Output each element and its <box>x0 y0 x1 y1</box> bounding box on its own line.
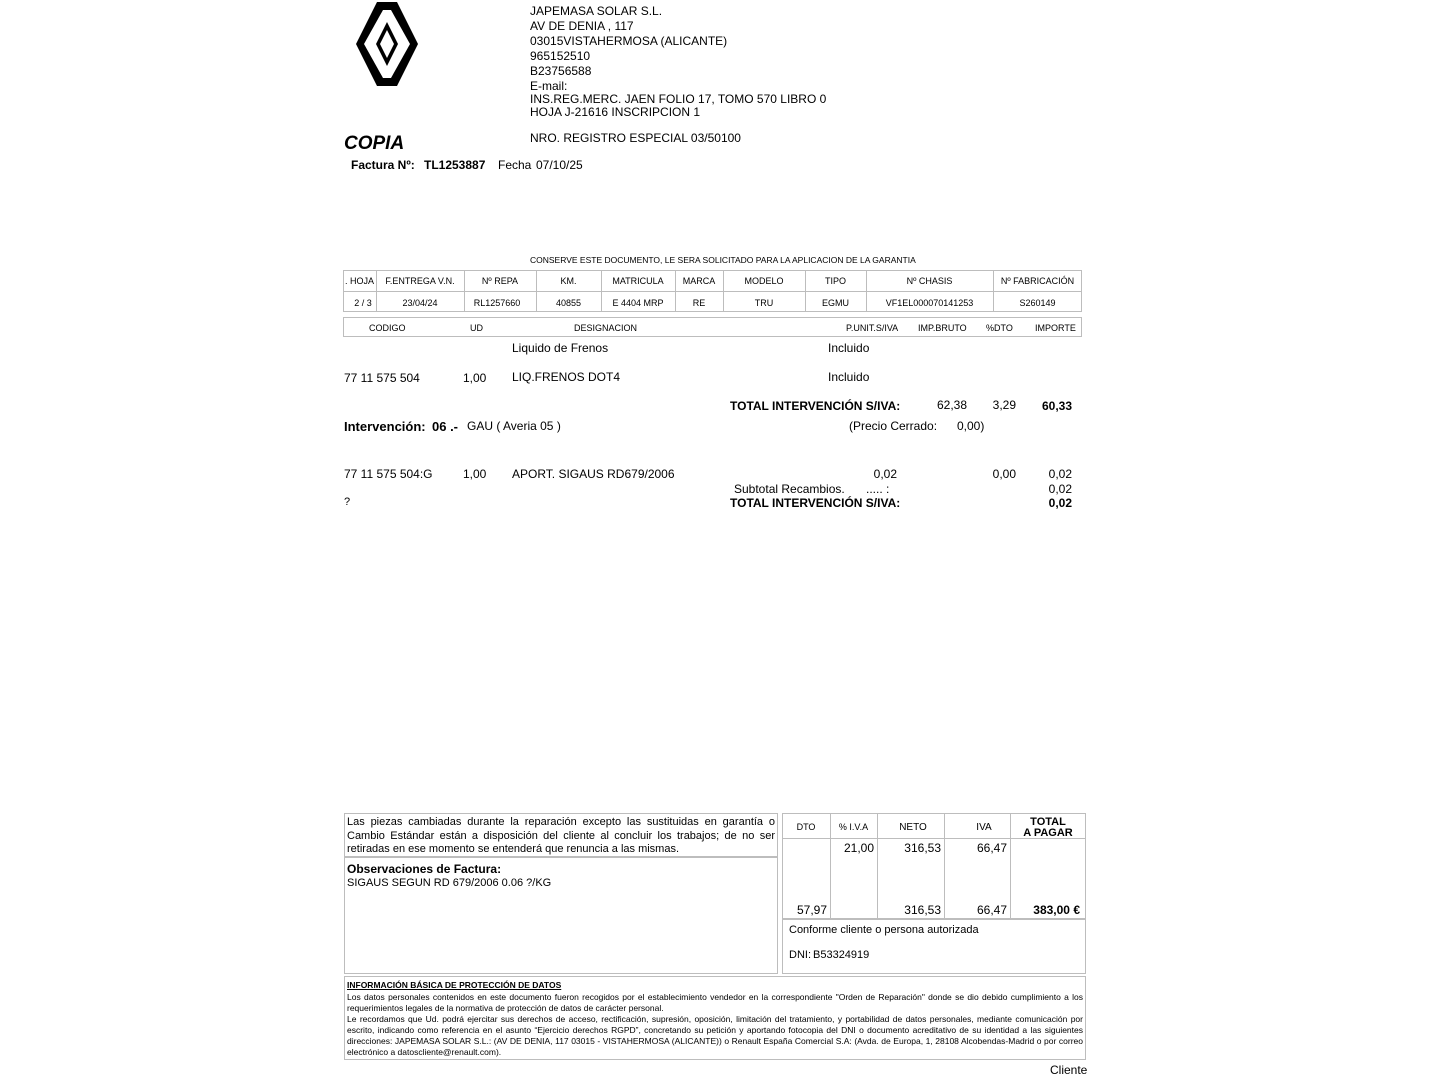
renault-logo-icon <box>354 2 420 86</box>
question-mark: ? <box>344 496 351 508</box>
col-codigo: CODIGO <box>369 323 406 333</box>
value-entrega: 23/04/24 <box>402 298 438 308</box>
header-tipo: TIPO <box>824 276 846 286</box>
privacy-text-1: Los datos personales contenidos en este documento fueron recogidos por el establecimiento vendedor en la correspondiente "Orden de Reparación" donde se dio debido cumplimiento a los requerimientos legales de la normativa de protección de datos de carácter personal. <box>347 992 1083 1013</box>
total-bruto: 62,38 <box>936 398 967 412</box>
header-chasis: Nº CHASIS <box>906 276 953 286</box>
invoice-number: TL1253887 <box>424 158 486 172</box>
header-modelo: MODELO <box>744 276 784 286</box>
header-hoja: . HOJA <box>344 276 374 286</box>
totals-header-neto: NETO <box>899 822 927 833</box>
line-punit: 0,02 <box>873 467 897 481</box>
subtotal-label: Subtotal Recambios. <box>734 482 845 496</box>
privacy-title: INFORMACIÓN BÁSICA DE PROTECCIÓN DE DATOS <box>347 980 562 990</box>
dni-label: DNI: <box>789 949 811 961</box>
parts-notice: Las piezas cambiadas durante la reparación excepto las sustituidas en garantía o Cambio Estándar están a disposición del cliente al concluir los trabajos; de no ser retiradas en ese momento se entenderá que renuncia a las mismas. <box>347 816 775 855</box>
value-modelo: TRU <box>754 298 774 308</box>
total-neto-value: 316,53 <box>904 903 941 917</box>
total-intervention-label: TOTAL INTERVENCIÓN S/IVA: <box>730 496 901 510</box>
total-intervention-value: 0,02 <box>1048 496 1072 510</box>
company-city: 03015VISTAHERMOSA (ALICANTE) <box>530 34 728 48</box>
section-title: Liquido de Frenos <box>512 341 609 355</box>
subtotal-dots: ..... : <box>866 482 890 496</box>
subtotal-value: 0,02 <box>1048 482 1072 496</box>
company-registry-1: INS.REG.MERC. JAEN FOLIO 17, TOMO 570 LIBRO 0 <box>530 92 827 106</box>
header-km: KM. <box>560 276 577 286</box>
closed-price-value: 0,00) <box>957 419 985 433</box>
header-entrega: F.ENTREGA V.N. <box>385 276 455 286</box>
line-code: 77 11 575 504:G <box>344 467 433 481</box>
col-impbruto: IMP.BRUTO <box>918 323 967 333</box>
col-ud: UD <box>470 323 483 333</box>
header-repa: Nº REPA <box>481 276 519 286</box>
special-registry: NRO. REGISTRO ESPECIAL 03/50100 <box>530 131 741 145</box>
total-to-pay: 383,00 € <box>1033 903 1080 917</box>
company-phone: 965152510 <box>530 49 591 63</box>
section-title-status: Incluido <box>828 341 870 355</box>
copy-label: COPIA <box>344 133 405 154</box>
neto-value: 316,53 <box>904 841 941 855</box>
line-desc: APORT. SIGAUS RD679/2006 <box>512 467 675 481</box>
header-marca: MARCA <box>682 276 716 286</box>
observations-text: SIGAUS SEGUN RD 679/2006 0.06 ?/KG <box>347 877 552 889</box>
intervention-label: Intervención: <box>344 419 426 434</box>
invoice-number-label: Factura Nº: <box>351 158 415 172</box>
totals-header-iva-pct: % I.V.A <box>838 822 869 832</box>
company-name: JAPEMASA SOLAR S.L. <box>530 4 663 18</box>
invoice-date-label: Fecha <box>498 158 532 172</box>
conforme-label: Conforme cliente o persona autorizada <box>789 924 979 936</box>
value-chasis: VF1EL000070141253 <box>885 298 974 308</box>
total-dto-value: 57,97 <box>796 903 827 917</box>
total-intervention-label: TOTAL INTERVENCIÓN S/IVA: <box>730 399 901 413</box>
col-punit: P.UNIT.S/IVA <box>846 323 899 333</box>
line-ud: 1,00 <box>463 467 487 481</box>
iva-value: 66,47 <box>976 841 1007 855</box>
company-email: E-mail: <box>530 79 568 93</box>
iva-pct-value: 21,00 <box>843 841 874 855</box>
warranty-notice: CONSERVE ESTE DOCUMENTO, LE SERA SOLICITADO PARA LA APLICACION DE LA GARANTIA <box>530 255 916 265</box>
value-marca: RE <box>692 298 706 308</box>
totals-header-dto: DTO <box>796 822 816 832</box>
value-hoja: 2 / 3 <box>354 298 372 308</box>
totals-header-total-2: A PAGAR <box>1023 827 1073 839</box>
value-matricula: E 4404 MRP <box>612 298 664 308</box>
intervention-number: 06 .- <box>432 419 459 434</box>
header-matricula: MATRICULA <box>612 276 664 286</box>
company-address: AV DE DENIA , 117 <box>530 19 634 33</box>
col-dto: %DTO <box>986 323 1013 333</box>
company-registry-2: HOJA J-21616 INSCRIPCION 1 <box>530 105 701 119</box>
total-importe: 60,33 <box>1041 399 1072 413</box>
privacy-text-2: Le recordamos que Ud. podrá ejercitar sus derechos de acceso, rectificación, supresión, oposición, limitación del tratamiento, y portabilidad de datos personales, mediante comunicación por escrito, indicando como referencia en el asunto “Ejercicio derechos RGPD”, concretando su petición y aportando fotocopia del DNI o documento acreditativo de su identidad a las siguientes direcciones: JAPEMASA SOLAR S.L.: (AV DE DENIA, 117 03015 - VISTAHERMOSA (ALICANTE)) o Renault España Comercial S.A: (Avda. de Europa, 1, 28108 Alcobendas-Madrid o por correo electrónico a datoscliente@renault.com). <box>347 1014 1083 1057</box>
header-fabricacion: Nº FABRICACIÓN <box>1000 276 1075 286</box>
line-code: 77 11 575 504 <box>344 371 420 385</box>
value-repa: RL1257660 <box>473 298 521 308</box>
copy-for-label: Cliente <box>1050 1063 1088 1077</box>
line-ud: 1,00 <box>463 371 487 385</box>
col-importe: IMPORTE <box>1035 323 1076 333</box>
observations-title: Observaciones de Factura: <box>347 862 502 876</box>
value-tipo: EGMU <box>822 298 849 308</box>
total-iva-value: 66,47 <box>976 903 1007 917</box>
totals-header-total-1: TOTAL <box>1030 816 1066 828</box>
value-fabricacion: S260149 <box>1019 298 1056 308</box>
company-cif: B23756588 <box>530 64 592 78</box>
intervention-desc: GAU ( Averia 05 ) <box>467 419 561 433</box>
line-dto: 0,00 <box>992 467 1016 481</box>
totals-header-iva: IVA <box>976 822 992 833</box>
value-km: 40855 <box>555 298 582 308</box>
line-status: Incluido <box>828 370 870 384</box>
col-designacion: DESIGNACION <box>574 323 638 333</box>
line-desc: LIQ.FRENOS DOT4 <box>512 370 621 384</box>
closed-price-label: (Precio Cerrado: <box>849 419 938 433</box>
line-importe: 0,02 <box>1048 467 1072 481</box>
total-dto: 3,29 <box>992 398 1016 412</box>
dni-value: B53324919 <box>813 949 870 961</box>
invoice-date: 07/10/25 <box>536 158 583 172</box>
